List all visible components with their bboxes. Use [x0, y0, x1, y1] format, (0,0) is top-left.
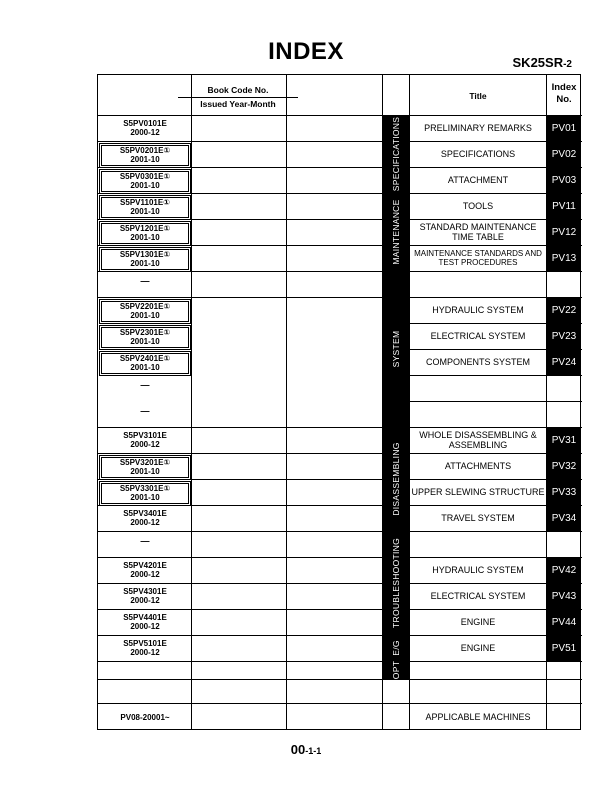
book-code-cell	[100, 431, 190, 449]
index-table	[97, 74, 581, 730]
title-cell: HYDRAULIC SYSTEM	[432, 305, 524, 315]
title-cell: TOOLS	[462, 201, 494, 211]
model-code	[513, 55, 572, 70]
issued-label: Issued Year-Month	[200, 99, 276, 109]
section-label: E/G	[391, 640, 401, 656]
issued-date: 2001-10	[130, 259, 160, 268]
index-tab[interactable]: PV01	[547, 116, 581, 141]
issued-date: 2001-10	[130, 493, 160, 502]
index-header-line1: Index	[551, 82, 577, 93]
book-code-cell	[100, 277, 190, 286]
index-tab[interactable]: PV42	[547, 558, 581, 583]
book-code-cell	[100, 713, 190, 722]
title-header: Title	[469, 91, 487, 101]
section-label: OPT	[391, 660, 401, 680]
section-label: MAINTENANCE	[391, 199, 401, 265]
book-code: S5PV4301E	[123, 587, 167, 596]
section-opt	[383, 661, 409, 679]
title-cell: UPPER SLEWING STRUCTURE	[411, 487, 545, 497]
book-code-cell	[100, 457, 190, 478]
issued-date: 2001-10	[130, 207, 160, 216]
index-tab[interactable]: PV22	[547, 298, 581, 323]
empty-dash: —	[140, 276, 150, 286]
title-cell: ATTACHMENTS	[444, 461, 512, 471]
index-tab[interactable]: PV24	[547, 350, 581, 375]
title-cell: WHOLE DISASSEMBLING & ASSEMBLING	[419, 430, 537, 450]
index-tab[interactable]: PV51	[547, 636, 581, 661]
title-cell: ATTACHMENT	[447, 175, 509, 185]
title-cell: ELECTRICAL SYSTEM	[430, 331, 526, 341]
index-tab[interactable]: PV13	[547, 246, 581, 271]
title-cell: APPLICABLE MACHINES	[425, 712, 531, 722]
issued-date: 2001-10	[130, 467, 160, 476]
book-code: S5PV1301E①	[119, 250, 171, 259]
book-code: S5PV1101E①	[120, 198, 170, 207]
book-code: S5PV0101E	[123, 119, 167, 128]
book-code-cell	[100, 561, 190, 579]
book-code-cell	[100, 587, 190, 605]
book-code: S5PV2201E①	[119, 302, 171, 311]
issued-date: 2001-10	[130, 311, 160, 320]
index-tab[interactable]: PV23	[547, 324, 581, 349]
section-eg	[383, 635, 409, 661]
book-code-cell	[100, 483, 190, 504]
title-cell: TRAVEL SYSTEM	[441, 513, 515, 523]
issued-date: 2000-12	[130, 518, 160, 527]
section-label: DISASSEMBLING	[391, 442, 401, 516]
row-divider	[98, 679, 582, 680]
title-cell: ELECTRICAL SYSTEM	[430, 591, 526, 601]
book-code-label: Book Code No.	[178, 85, 299, 98]
issued-date: 2000-12	[130, 596, 160, 605]
issued-date: 2001-10	[130, 155, 160, 164]
section-maintenance	[383, 193, 409, 271]
section-label: SPECIFICATIONS	[391, 116, 401, 192]
title-cell: ENGINE	[460, 643, 496, 653]
index-tab[interactable]: PV33	[547, 480, 581, 505]
book-code: S5PV0201E①	[119, 146, 171, 155]
book-code: S5PV5101E	[123, 639, 167, 648]
book-code: PV08-20001~	[120, 713, 170, 722]
book-code: S5PV3301E①	[119, 484, 171, 493]
row-divider	[98, 271, 582, 272]
index-tab[interactable]: PV43	[547, 584, 581, 609]
issued-date: 2000-12	[130, 440, 160, 449]
book-code: S5PV0301E①	[119, 172, 171, 181]
issued-date: 2001-10	[130, 181, 160, 190]
section-label: TROUBLESHOOTING	[391, 538, 401, 628]
book-code-cell	[100, 353, 190, 374]
book-code: S5PV4401E	[123, 613, 167, 622]
title-cell: COMPONENTS SYSTEM	[425, 357, 530, 367]
index-tab[interactable]: PV03	[547, 168, 581, 193]
title-cell: HYDRAULIC SYSTEM	[432, 565, 524, 575]
book-code-cell	[100, 249, 190, 270]
column-divider	[191, 75, 192, 729]
section-system	[383, 271, 409, 427]
page-number	[0, 742, 612, 757]
model-code-suffix: -2	[563, 59, 572, 70]
book-code-cell	[100, 381, 190, 390]
index-tab[interactable]: PV02	[547, 142, 581, 167]
title-cell: ENGINE	[460, 617, 496, 627]
book-code-cell	[100, 119, 190, 137]
book-code-cell	[100, 639, 190, 657]
column-divider	[286, 75, 287, 729]
row-divider	[98, 531, 582, 532]
index-tab[interactable]: PV34	[547, 506, 581, 531]
book-code: S5PV3401E	[123, 509, 167, 518]
issued-date: 2000-12	[130, 570, 160, 579]
book-code-cell	[100, 171, 190, 192]
issued-date: 2001-10	[130, 233, 160, 242]
book-code: S5PV2401E①	[119, 354, 171, 363]
row-divider	[410, 375, 582, 376]
book-code: S5PV4201E	[123, 561, 167, 570]
title-cell: PRELIMINARY REMARKS	[424, 123, 532, 133]
issued-date: 2001-10	[130, 337, 160, 346]
empty-dash: —	[140, 406, 150, 416]
title-cell: SPECIFICATIONS	[440, 149, 516, 159]
book-code: S5PV2301E①	[119, 328, 171, 337]
model-code-main: SK25SR	[512, 55, 564, 70]
index-header-line2: No.	[556, 94, 572, 105]
index-tab[interactable]: PV12	[547, 220, 581, 245]
book-code-cell	[100, 223, 190, 244]
page-title: INDEX	[268, 38, 344, 65]
section-label: SYSTEM	[391, 330, 401, 368]
title-cell: MAINTENANCE STANDARDS AND TEST PROCEDURES	[414, 249, 542, 267]
book-code-cell	[100, 327, 190, 348]
section-disassembling	[383, 427, 409, 531]
index-header	[546, 82, 582, 106]
book-code-cell	[100, 301, 190, 322]
empty-dash: —	[140, 536, 150, 546]
book-code-cell	[100, 613, 190, 631]
section-troubleshooting	[383, 531, 409, 635]
page-number-sub: -1-1	[305, 746, 322, 756]
book-code-cell	[100, 407, 190, 416]
book-code: S5PV3201E①	[119, 458, 171, 467]
issued-date: 2000-12	[130, 648, 160, 657]
row-divider	[410, 401, 582, 402]
index-tab[interactable]: PV44	[547, 610, 581, 635]
book-code-cell	[100, 197, 190, 218]
page-number-main: 00	[290, 742, 306, 757]
book-code: S5PV3101E	[123, 431, 167, 440]
issued-date: 2000-12	[130, 128, 160, 137]
issued-date: 2001-10	[130, 363, 160, 372]
title-cell: STANDARD MAINTENANCE TIME TABLE	[419, 222, 537, 242]
book-code-cell	[100, 145, 190, 166]
issued-date: 2000-12	[130, 622, 160, 631]
book-code-cell	[100, 509, 190, 527]
row-divider	[98, 661, 582, 662]
section-specifications	[383, 115, 409, 193]
book-code-cell	[100, 537, 190, 546]
book-code-header	[98, 85, 378, 110]
index-tab[interactable]: PV32	[547, 454, 581, 479]
book-code: S5PV1201E①	[119, 224, 171, 233]
index-tab[interactable]: PV31	[547, 428, 581, 453]
index-tab[interactable]: PV11	[547, 194, 581, 219]
empty-dash: —	[140, 380, 150, 390]
